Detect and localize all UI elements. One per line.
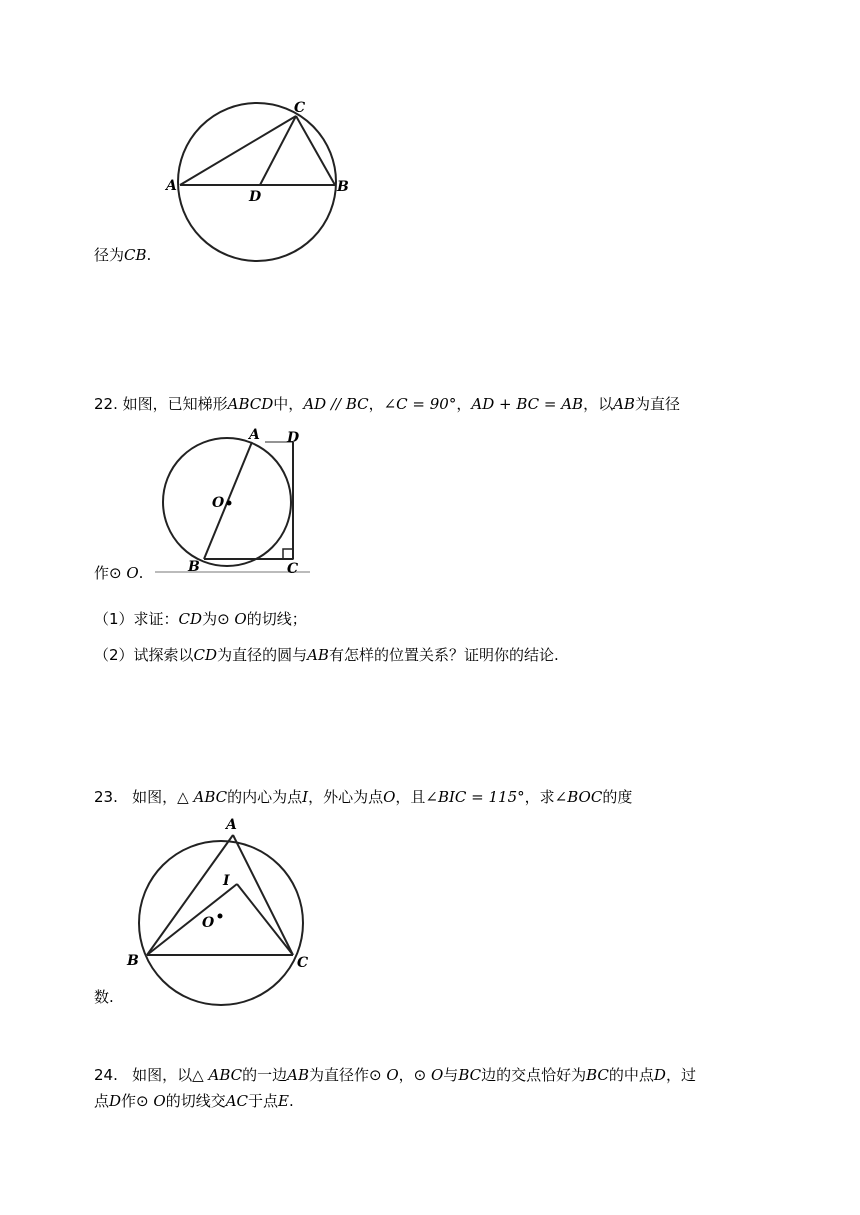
q22-line1 [94,394,680,414]
q24-line1-content [132,1066,696,1084]
text-run: ，且 [395,788,426,806]
q22-number: 22. [94,395,118,413]
text-run: 如图，已知梯形 [122,395,228,413]
text-run: 为直径 [634,395,680,413]
q23-line1 [94,787,632,807]
q22-part2 [94,645,559,665]
label-a: A [226,817,237,833]
text-run: 的切线交 [165,1092,226,1110]
circle-outline [139,841,303,1005]
q21-tail-text: 径为 [94,246,125,264]
label-i: I [223,873,230,889]
label-c: C [294,100,306,116]
circle-outline [178,103,336,261]
text-run: 于点 [248,1092,279,1110]
circumcenter-dot [218,914,223,919]
q22-part1 [94,609,307,629]
math-expression: AB [287,1066,309,1084]
q23-number: 23. [94,788,118,806]
math-expression: AD // BC [303,395,369,413]
text-run: ，求 [524,788,555,806]
math-expression: CD [193,646,218,664]
figure-q23 [125,815,315,1005]
math-expression: ∠C = 90° [383,395,457,413]
math-expression: ABC [193,788,228,806]
math-expression: AD + BC = AB [471,395,584,413]
text-run: 的中点 [608,1066,654,1084]
text-run: 边的交点恰好为 [481,1066,587,1084]
text-run: ，过 [665,1066,696,1084]
q22-tail-text: 作⊙ [94,564,127,582]
text-run: 的切线； [246,610,307,628]
math-expression: CD [178,610,203,628]
text-run: ， [368,395,384,413]
math-expression: D [109,1092,122,1110]
q22-tail-end: . [138,564,144,582]
text-run: 为⊙ [202,610,235,628]
label-b: B [188,559,200,575]
math-expression: ∠BIC = 115° [425,788,525,806]
text-run: 中， [273,395,304,413]
math-expression: ∠BOC [554,788,603,806]
text-run: 作⊙ [121,1092,154,1110]
text-run: 如图，以△ [132,1066,209,1084]
text-run: 如图，△ [132,788,194,806]
math-expression: E [278,1092,289,1110]
label-a: A [249,427,260,443]
math-expression: I [302,788,309,806]
text-run: （2）试探索以 [94,646,194,664]
label-a: A [166,178,177,194]
text-run: 点 [94,1092,110,1110]
text-run: （1）求证： [94,610,179,628]
q22-tail-math: O [126,564,139,582]
math-expression: O [383,788,396,806]
label-o: O [212,495,225,511]
segment-ab [147,835,233,955]
label-b: B [337,179,349,195]
text-run: 的内心为点 [227,788,303,806]
math-expression: O [430,1066,444,1084]
text-run: 的一边 [242,1066,288,1084]
right-angle-mark [283,549,293,559]
q23-tail: 数. [94,988,114,1006]
q24-line1 [94,1065,696,1085]
math-expression: AB [613,395,635,413]
q21-tail [94,245,151,265]
text-run: ，外心为点 [308,788,384,806]
text-run: 为直径的圆与 [217,646,308,664]
q24-number: 24. [94,1066,118,1084]
center-dot [227,501,232,506]
math-expression: D [653,1066,666,1084]
math-expression: ABCD [227,395,274,413]
label-c: C [297,955,309,971]
label-o: O [202,915,215,931]
text-run: ，以 [583,395,614,413]
q21-tail-end: . [146,246,152,264]
label-c: C [287,561,299,577]
q24-line2 [94,1091,294,1111]
text-run: ，⊙ [398,1066,431,1084]
figure-q22 [160,426,310,576]
math-expression: AB [307,646,329,664]
segment-ic [237,884,293,955]
label-b: B [127,953,139,969]
figure-q21 [160,95,360,265]
q22-line1-content [123,395,680,413]
math-expression: O [386,1066,399,1084]
math-expression: AC [225,1092,249,1110]
segment-bi [147,884,237,955]
label-d: D [249,189,262,205]
text-run: 为直径作⊙ [308,1066,387,1084]
math-expression: BC [586,1066,609,1084]
q21-tail-math: CB [124,246,147,264]
q23-line1-content [132,788,632,806]
math-expression: ABC [208,1066,243,1084]
text-run: . [289,1092,294,1110]
math-expression: O [234,610,247,628]
text-run: 有怎样的位置关系？证明你的结论. [328,646,559,664]
text-run: 的度 [602,788,633,806]
label-d: D [287,430,300,446]
text-run: ， [456,395,472,413]
math-expression: BC [458,1066,482,1084]
math-expression: O [153,1092,166,1110]
text-run: 与 [443,1066,459,1084]
q22-tail [94,563,143,583]
